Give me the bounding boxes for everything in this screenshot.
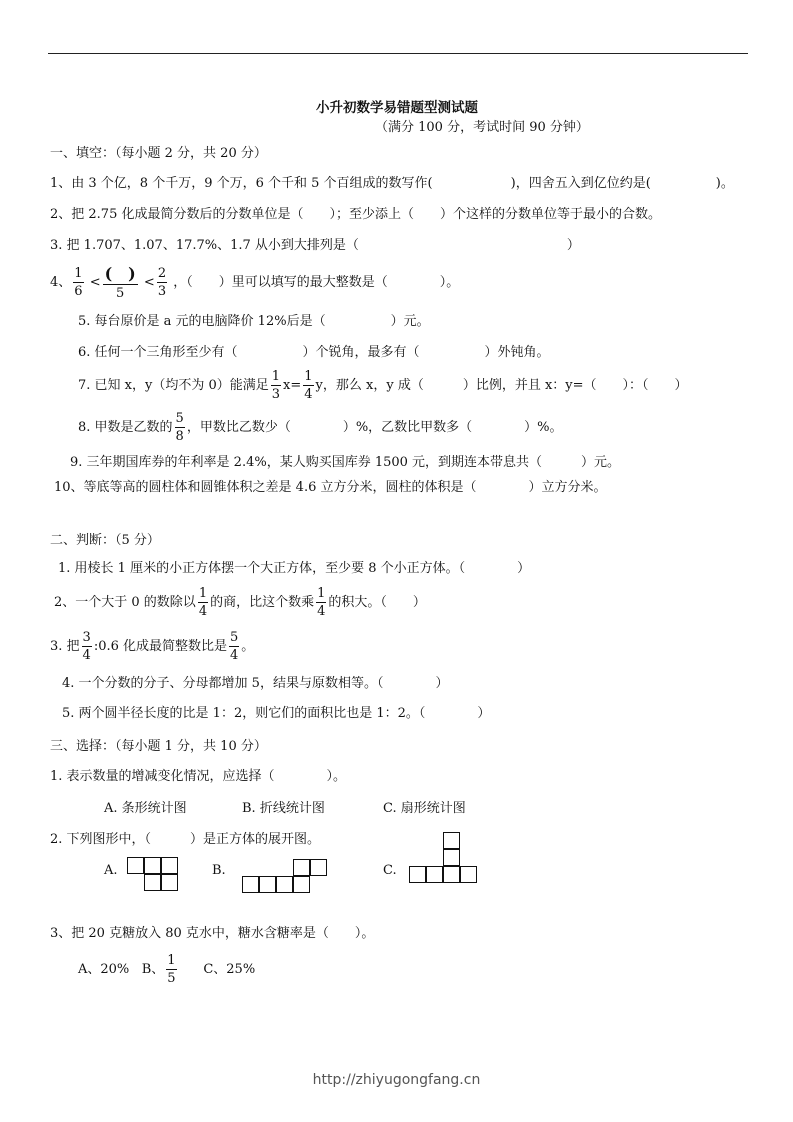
section-choice-heading: 三、选择：（每小题 1 分，共 10 分） xyxy=(50,739,267,754)
fraction: $\frac{1}{4}$ xyxy=(198,586,208,619)
choice-q3-option-b: B、 xyxy=(141,962,165,977)
fraction: $\frac{1}{4}$ xyxy=(304,369,313,402)
page-subtitle: （满分 100 分，考试时间 90 分钟） xyxy=(375,120,589,135)
fraction: $\frac{2}{3}$ xyxy=(157,266,167,299)
choice-q2-option-c: C. xyxy=(383,863,397,878)
section-judge-heading: 二、判断：（5 分） xyxy=(50,533,160,548)
choice-q2-option-a: A. xyxy=(104,863,118,878)
top-rule xyxy=(48,53,748,54)
page-title: 小升初数学易错题型测试题 xyxy=(316,100,478,116)
fraction: $\frac{1}{3}$ xyxy=(271,369,281,402)
choice-q1: 1. 表示数量的增减变化情况，应选择（ ）。 xyxy=(50,769,347,784)
judge-q4: 4. 一个分数的分子、分母都增加 5，结果与原数相等。（ ） xyxy=(62,676,449,691)
fill-q8: 8. 甲数是乙数的 $\frac{5}{8}$ ，甲数比乙数少（ ）%，乙数比甲数多（ ）%。 xyxy=(78,411,563,444)
fill-q7: 7. 已知 x，y（均不为 0）能满足 $\frac{1}{3}$ x= $\frac{1}{4}$ y，那么 x，y 成（ ）比例，并且 x：y=（ ）：（ ） xyxy=(78,369,688,402)
fill-q5: 5. 每台原价是 a 元的电脑降价 12%后是（ ）元。 xyxy=(78,314,430,329)
choice-q3: 3、把 20 克糖放入 80 克水中，糖水含糖率是（ ）。 xyxy=(50,926,375,941)
choice-q1-option-b: B. 折线统计图 xyxy=(242,801,325,816)
fill-q9: 9. 三年期国库券的年利率是 2.4%，某人购买国库券 1500 元，到期连本带息共（ ）元。 xyxy=(70,455,621,470)
judge-q2: 2、一个大于 0 的数除以 $\frac{1}{4}$ 的商，比这个数乘 $\frac{1}{4}$ 的积大。（ ） xyxy=(54,586,426,619)
fill-q6: 6. 任何一个三角形至少有（ ）个锐角，最多有（ ）外钝角。 xyxy=(78,345,550,360)
fraction: $\frac{5}{4}$ xyxy=(230,630,239,663)
judge-q5: 5. 两个圆半径长度的比是 1：2，则它们的面积比也是 1：2。（ ） xyxy=(62,706,491,721)
choice-q1-option-a: A. 条形统计图 xyxy=(104,801,187,816)
choice-q3-option-a: A、20% xyxy=(78,962,130,977)
fraction: $\frac{1}{4}$ xyxy=(317,586,326,619)
judge-q3: 3. 把 $\frac{3}{4}$ :0.6 化成最简整数比是 $\frac{5}{4}$ 。 xyxy=(50,630,255,663)
fraction: $\frac{1}{6}$ xyxy=(74,266,83,299)
fill-q10: 10、等底等高的圆柱体和圆锥体积之差是 4.6 立方分米，圆柱的体积是（ ）立方分米。 xyxy=(54,480,607,495)
fill-q3: 3. 把 1.707、1.07、17.7%、1.7 从小到大排列是（ ） xyxy=(50,238,580,253)
fill-q4: 4、 $\frac{1}{6}$ < $\frac{( )}{5}$ < $\frac{2}{3}$ ，（ ）里可以填写的最大整数是（ ）。 xyxy=(50,263,460,301)
fraction: $\frac{3}{4}$ xyxy=(82,630,91,663)
choice-q3-options xyxy=(78,952,255,988)
choice-q3-option-c: C、25% xyxy=(203,962,256,977)
choice-q2: 2. 下列图形中，（ ）是正方体的展开图。 xyxy=(50,832,321,847)
choice-q2-option-b: B. xyxy=(212,863,226,878)
section-fill-heading: 一、填空：（每小题 2 分，共 20 分） xyxy=(50,146,267,161)
footer-url[interactable]: http://zhiyugongfang.cn xyxy=(312,1072,481,1088)
fraction: $\frac{1}{5}$ xyxy=(167,953,176,986)
fill-q1: 1、由 3 个亿，8 个千万，9 个万，6 个千和 5 个百组成的数写作( )，四舍五入到亿位约是( )。 xyxy=(50,176,734,191)
judge-q1: 1. 用棱长 1 厘米的小正方体摆一个大正方体，至少要 8 个小正方体。（ ） xyxy=(58,561,531,576)
fraction: $\frac{5}{8}$ xyxy=(175,411,184,444)
fill-q2: 2、把 2.75 化成最简分数后的分数单位是（ ）；至少添上（ ）个这样的分数单位等于最小的合数。 xyxy=(50,207,661,222)
choice-q1-option-c: C. 扇形统计图 xyxy=(383,801,466,816)
fraction-blank: $\frac{( )}{5}$ xyxy=(104,263,136,301)
